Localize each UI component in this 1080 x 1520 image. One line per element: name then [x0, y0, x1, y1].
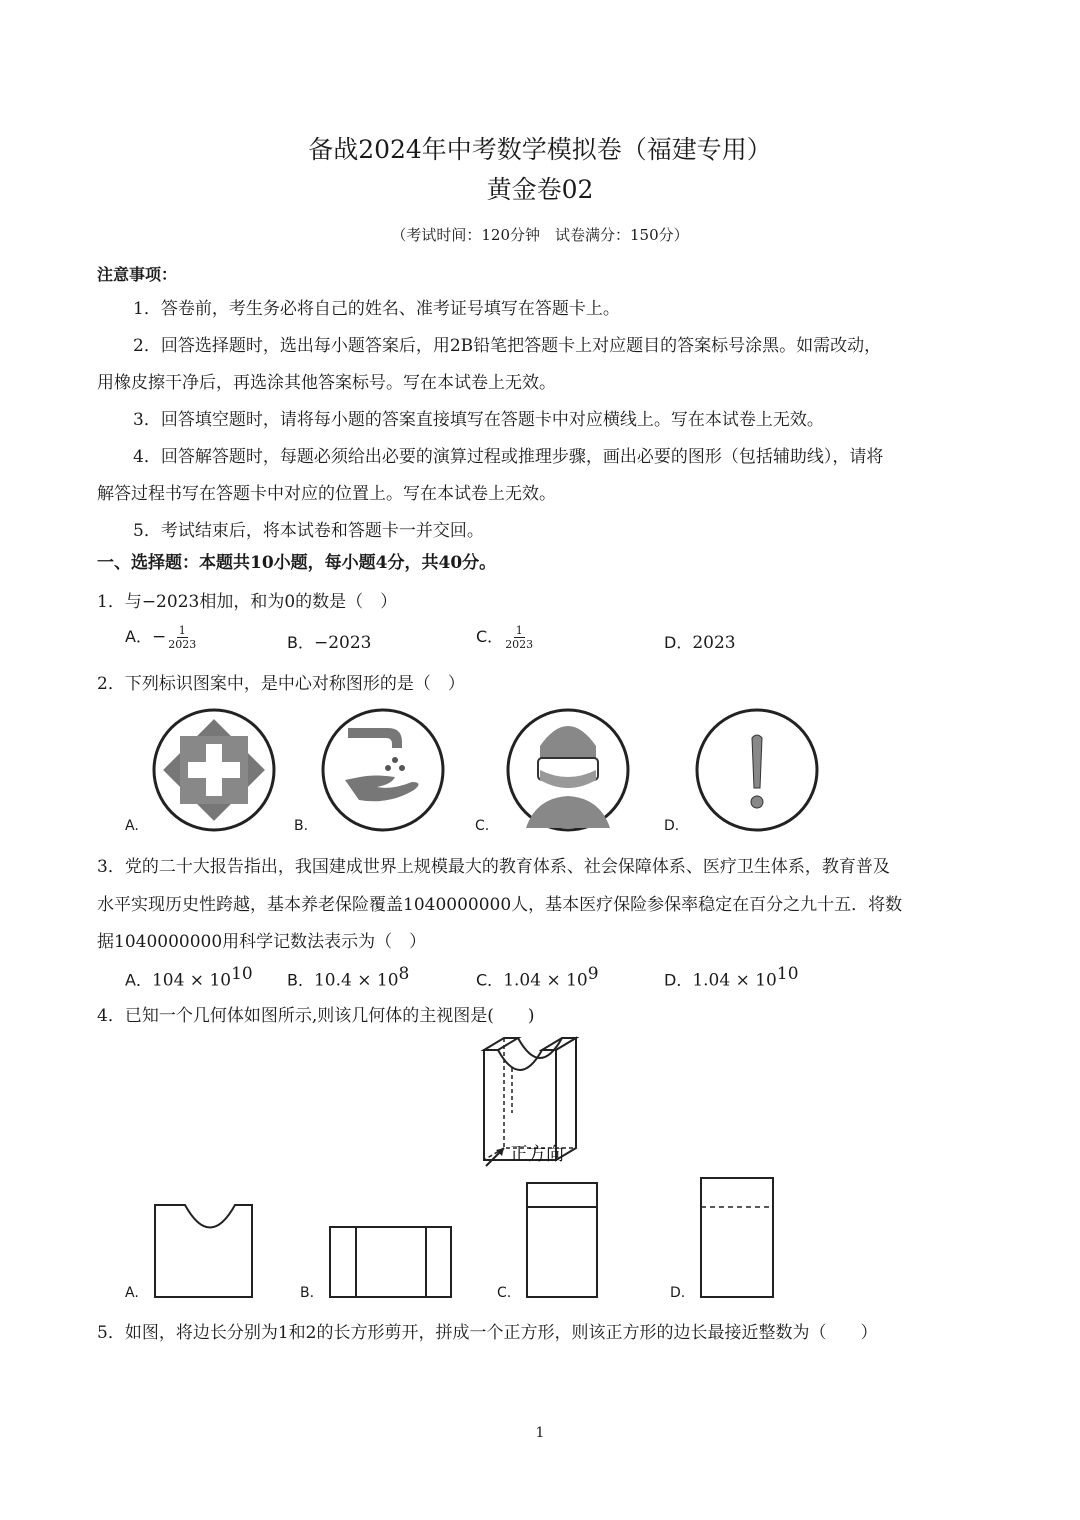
section-heading: 一、选择题：本题共10小题，每小题4分，共40分。: [97, 553, 497, 573]
q2-figure-b-handwash-icon[interactable]: [323, 710, 443, 830]
question-5-stem: 5．如图，将边长分别为1和2的长方形剪开，拼成一个正方形，则该正方形的边长最接近整数为（ ）: [97, 1323, 878, 1343]
notice-item-4b: 解答过程书写在答题卡中对应的位置上。写在本试卷上无效。: [97, 484, 556, 504]
question-2-stem: 2．下列标识图案中，是中心对称图形的是（ ）: [97, 674, 465, 694]
page-subtitle: 黄金卷02: [486, 175, 594, 204]
q4-direction-label: 正方向: [510, 1144, 564, 1165]
question-3-line-1: 3．党的二十大报告指出，我国建成世界上规模最大的教育体系、社会保障体系、医疗卫生体系，教育普及: [97, 857, 890, 877]
q2-figures: [120, 700, 860, 840]
q4-label-b: B.: [300, 1285, 315, 1301]
q4-figure-d[interactable]: [701, 1178, 773, 1297]
notice-item-5: 5．考试结束后，将本试卷和答题卡一并交回。: [133, 521, 484, 541]
q4-label-c: C.: [497, 1285, 512, 1301]
question-4-stem: 4．已知一个几何体如图所示,则该几何体的主视图是( ): [97, 1006, 535, 1026]
q3-option-b[interactable]: B．$10.4 \times 10^8$: [287, 964, 410, 991]
q4-label-a: A.: [125, 1285, 139, 1301]
q2-figure-a-cross-icon[interactable]: [154, 710, 274, 830]
page-title: 备战2024年中考数学模拟卷（福建专用）: [308, 135, 772, 164]
q4-figure-a[interactable]: [155, 1205, 252, 1297]
question-1-stem: 1．与−2023相加，和为0的数是（ ）: [97, 592, 398, 612]
q2-label-b: B.: [294, 818, 309, 834]
q1-c-fraction: $\frac{1}{2023}$: [505, 624, 534, 651]
notice-item-3: 3．回答填空题时，请将每小题的答案直接填写在答题卡中对应横线上。写在本试卷上无效。: [133, 410, 824, 430]
q3-option-a[interactable]: A．$104 \times 10^{10}$: [125, 964, 253, 991]
notice-item-2a: 2．回答选择题时，选出每小题答案后，用2B铅笔把答题卡上对应题目的答案标号涂黑。如需改动，: [133, 336, 882, 356]
notice-item-4a: 4．回答解答题时，每题必须给出必要的演算过程或推理步骤，画出必要的图形（包括辅助线），请将: [133, 447, 884, 467]
question-3-line-3: 据1040000000用科学记数法表示为（ ）: [97, 932, 427, 952]
notice-item-2b: 用橡皮擦干净后，再选涂其他答案标号。写在本试卷上无效。: [97, 373, 556, 393]
q3-option-c[interactable]: C．$1.04 \times 10^9$: [476, 964, 599, 991]
q2-label-d: D.: [664, 818, 680, 834]
q1-option-b[interactable]: B．−2023: [287, 633, 372, 653]
q2-label-c: C.: [475, 818, 490, 834]
q1-a-fraction: $\frac{1}{2023}$: [168, 624, 197, 651]
q4-figure-b[interactable]: [330, 1227, 451, 1297]
q4-figure-c[interactable]: [527, 1183, 597, 1297]
exam-info: （考试时间：120分钟 试卷满分：150分）: [391, 226, 689, 244]
q1-option-a[interactable]: A．− $\frac{1}{2023}$: [125, 624, 197, 651]
notice-item-1: 1．答卷前，考生务必将自己的姓名、准考证号填写在答题卡上。: [133, 299, 620, 319]
question-3-line-2: 水平实现历史性跨越，基本养老保险覆盖1040000000人，基本医疗保险参保率稳定在百分之九十五．将数: [97, 895, 903, 915]
q2-label-a: A.: [125, 818, 139, 834]
q4-label-d: D.: [670, 1285, 686, 1301]
q3-option-d[interactable]: D．$1.04 \times 10^{10}$: [664, 964, 799, 991]
page-number: 1: [535, 1425, 545, 1441]
q2-figure-c-mask-person-icon[interactable]: [508, 710, 628, 830]
q2-figure-d-exclamation-icon[interactable]: [697, 710, 817, 830]
notice-heading: 注意事项：: [97, 265, 178, 284]
q4-option-figures: [150, 1175, 790, 1305]
q1-option-d[interactable]: D．2023: [664, 633, 736, 653]
q1-option-c[interactable]: C． $\frac{1}{2023}$: [476, 624, 534, 651]
